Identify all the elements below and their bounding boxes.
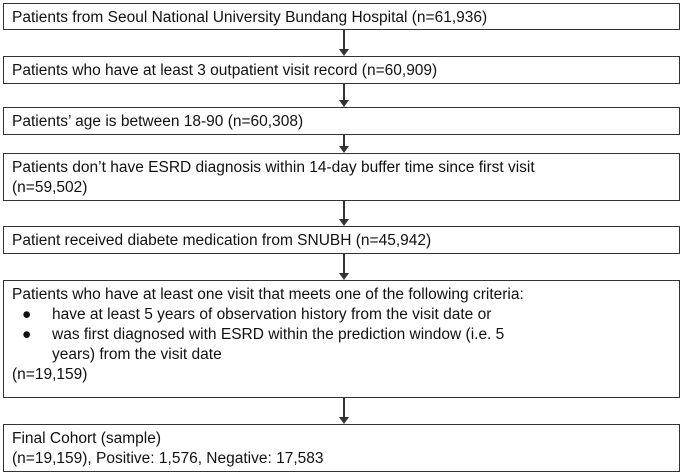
criteria-item-2 [12, 325, 671, 345]
step-5-box [3, 226, 680, 254]
criteria-item-1 [12, 305, 671, 325]
final-cohort-box [3, 424, 680, 472]
step-6-count: (n=19,159) [12, 366, 88, 383]
step-6-box [3, 280, 680, 398]
step-5-text: Patient received diabete medication from SNUBH (n=45,942) [12, 232, 432, 249]
criteria-item-2-text: was first diagnosed with ESRD within the prediction window (i.e. 5 [52, 326, 505, 343]
bullet-icon: ● [22, 326, 32, 343]
step-3-box [3, 107, 680, 135]
arrow-4-5 [339, 201, 349, 226]
criteria-item-1-text: have at least 5 years of observation history from the visit date or [52, 306, 492, 323]
arrow-5-6 [339, 254, 349, 280]
arrow-6-7 [339, 398, 349, 424]
final-cohort-title: Final Cohort (sample) [12, 430, 162, 447]
step-1-text: Patients from Seoul National University Bundang Hospital (n=61,936) [12, 9, 488, 26]
step-3-text: Patients’ age is between 18-90 (n=60,308) [12, 113, 304, 130]
step-4-box [3, 153, 680, 201]
arrow-3-4 [339, 135, 349, 153]
arrow-1-2 [339, 30, 349, 56]
step-6-intro: Patients who have at least one visit that meets one of the following criteria: [12, 286, 524, 303]
bullet-icon: ● [22, 306, 32, 323]
arrow-2-3 [339, 84, 349, 107]
step-2-text: Patients who have at least 3 outpatient visit record (n=60,909) [12, 62, 438, 79]
step-4-line-1: Patients don’t have ESRD diagnosis within 14-day buffer time since first visit [12, 159, 535, 176]
step-1-box [3, 3, 680, 30]
step-4-line-2: (n=59,502) [12, 179, 88, 196]
criteria-item-2-continuation: years) from the visit date [52, 346, 222, 363]
final-cohort-counts: (n=19,159), Positive: 1,576, Negative: 17,583 [12, 450, 324, 467]
step-2-box [3, 56, 680, 84]
